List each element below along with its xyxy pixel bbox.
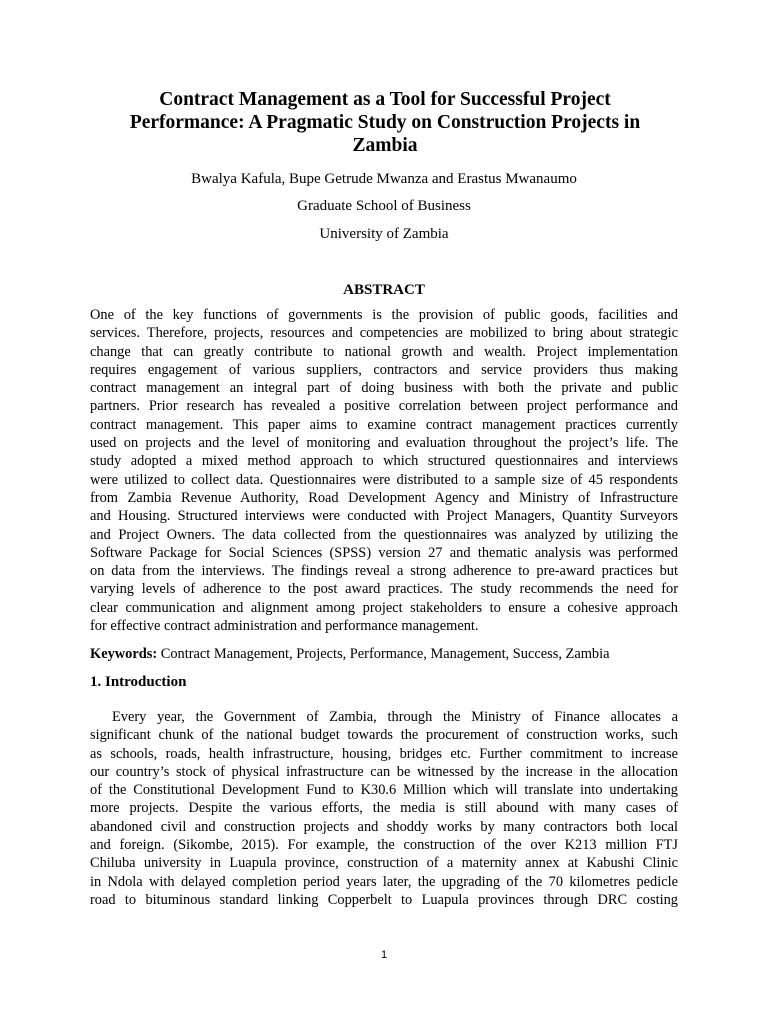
affiliation-university: University of Zambia [319,226,449,242]
introduction-line: Every year, the Government of Zambia, through the Ministry of Finance allocates a [112,709,678,725]
abstract-line: Software Package for Social Sciences (SPSS) version 27 and thematic analysis was performed [90,544,678,561]
introduction-line: our country’s stock of physical infrastructure can be witnessed by the increase in the allocation [90,763,678,780]
author-list: Bwalya Kafula, Bupe Getrude Mwanza and Erastus Mwanaumo [191,171,577,187]
introduction-line: road to bituminous standard linking Copperbelt to Luapula provinces through DRC costing [90,891,678,908]
introduction-heading: 1. Introduction [90,674,187,690]
title-line: Contract Management as a Tool for Successful Project [159,89,611,110]
abstract-line: One of the key functions of governments is the provision of public goods, facilities and [90,307,678,323]
page-number: 1 [380,949,388,961]
introduction-line: as schools, roads, health infrastructure, housing, bridges etc. Further commitment to increase [90,745,678,762]
paper-title [100,88,670,157]
abstract-line: varying levels of adherence to the post award practices. The study recommends the need for [90,581,678,598]
affiliation-school: Graduate School of Business [297,198,471,214]
abstract-line: change that can greatly contribute to national growth and wealth. Project implementation [90,343,678,360]
keywords-label: Keywords: [90,646,158,662]
abstract-line: requires engagement of various suppliers, contractors and service providers thus making [90,361,678,378]
title-line: Performance: A Pragmatic Study on Construction Projects in [129,112,641,133]
introduction-line: abandoned civil and construction projects and shoddy works by many contractors both local [90,818,678,835]
introduction-line: significant chunk of the national budget towards the procurement of construction works, such [90,727,678,744]
abstract-line: services. Therefore, projects, resources and competencies are mobilized to bring about strategic [90,325,678,342]
abstract-line: from Zambia Revenue Authority, Road Development Agency and Ministry of Infrastructure [90,489,678,506]
keywords-text: Contract Management, Projects, Performance, Management, Success, Zambia [157,646,610,662]
introduction-line: Chiluba university in Luapula province, construction of a maternity annex at Kabushi Clinic [90,855,678,872]
introduction-line: in Ndola with delayed completion period years later, the upgrading of the 70 kilometres pedicle [90,873,678,890]
introduction-line: more projects. Despite the various efforts, the media is still abound with many cases of [90,800,678,817]
abstract-line: contract management. This paper aims to examine contract management practices currently [90,416,678,433]
introduction-line: and foreign. (Sikombe, 2015). For example, the construction of the over K213 million FTJ [90,837,678,854]
abstract-line: used on projects and the level of monitoring and evaluation throughout the project’s life. The [90,435,678,452]
abstract-body [90,306,678,635]
abstract-line: study adopted a mixed method approach to which structured questionnaires and interviews [90,453,678,470]
abstract-line: contract management an integral part of doing business with both the private and public [90,380,678,397]
abstract-line: were utilized to collect data. Questionnaires were distributed to a sample size of 45 respondents [90,471,678,488]
abstract-heading: ABSTRACT [343,282,425,298]
introduction-body [90,708,678,909]
abstract-line: for effective contract administration and performance management. [90,618,479,635]
abstract-line: clear communication and alignment among project stakeholders to ensure a cohesive approach [90,599,678,616]
abstract-line: partners. Prior research has revealed a positive correlation between project performance and [90,398,678,415]
abstract-line: on data from the interviews. The findings reveal a strong adherence to pre-award practices but [90,563,678,580]
keywords [90,645,678,663]
title-line: Zambia [352,135,418,156]
abstract-line: and Housing. Structured interviews were conducted with Project Managers, Quantity Surveyors [90,508,678,525]
abstract-line: and Project Owners. The data collected from the questionnaires was analyzed by utilizing the [90,526,678,543]
introduction-line: of the Constitutional Development Fund to K30.6 Million which will translate into undertaking [90,782,678,799]
